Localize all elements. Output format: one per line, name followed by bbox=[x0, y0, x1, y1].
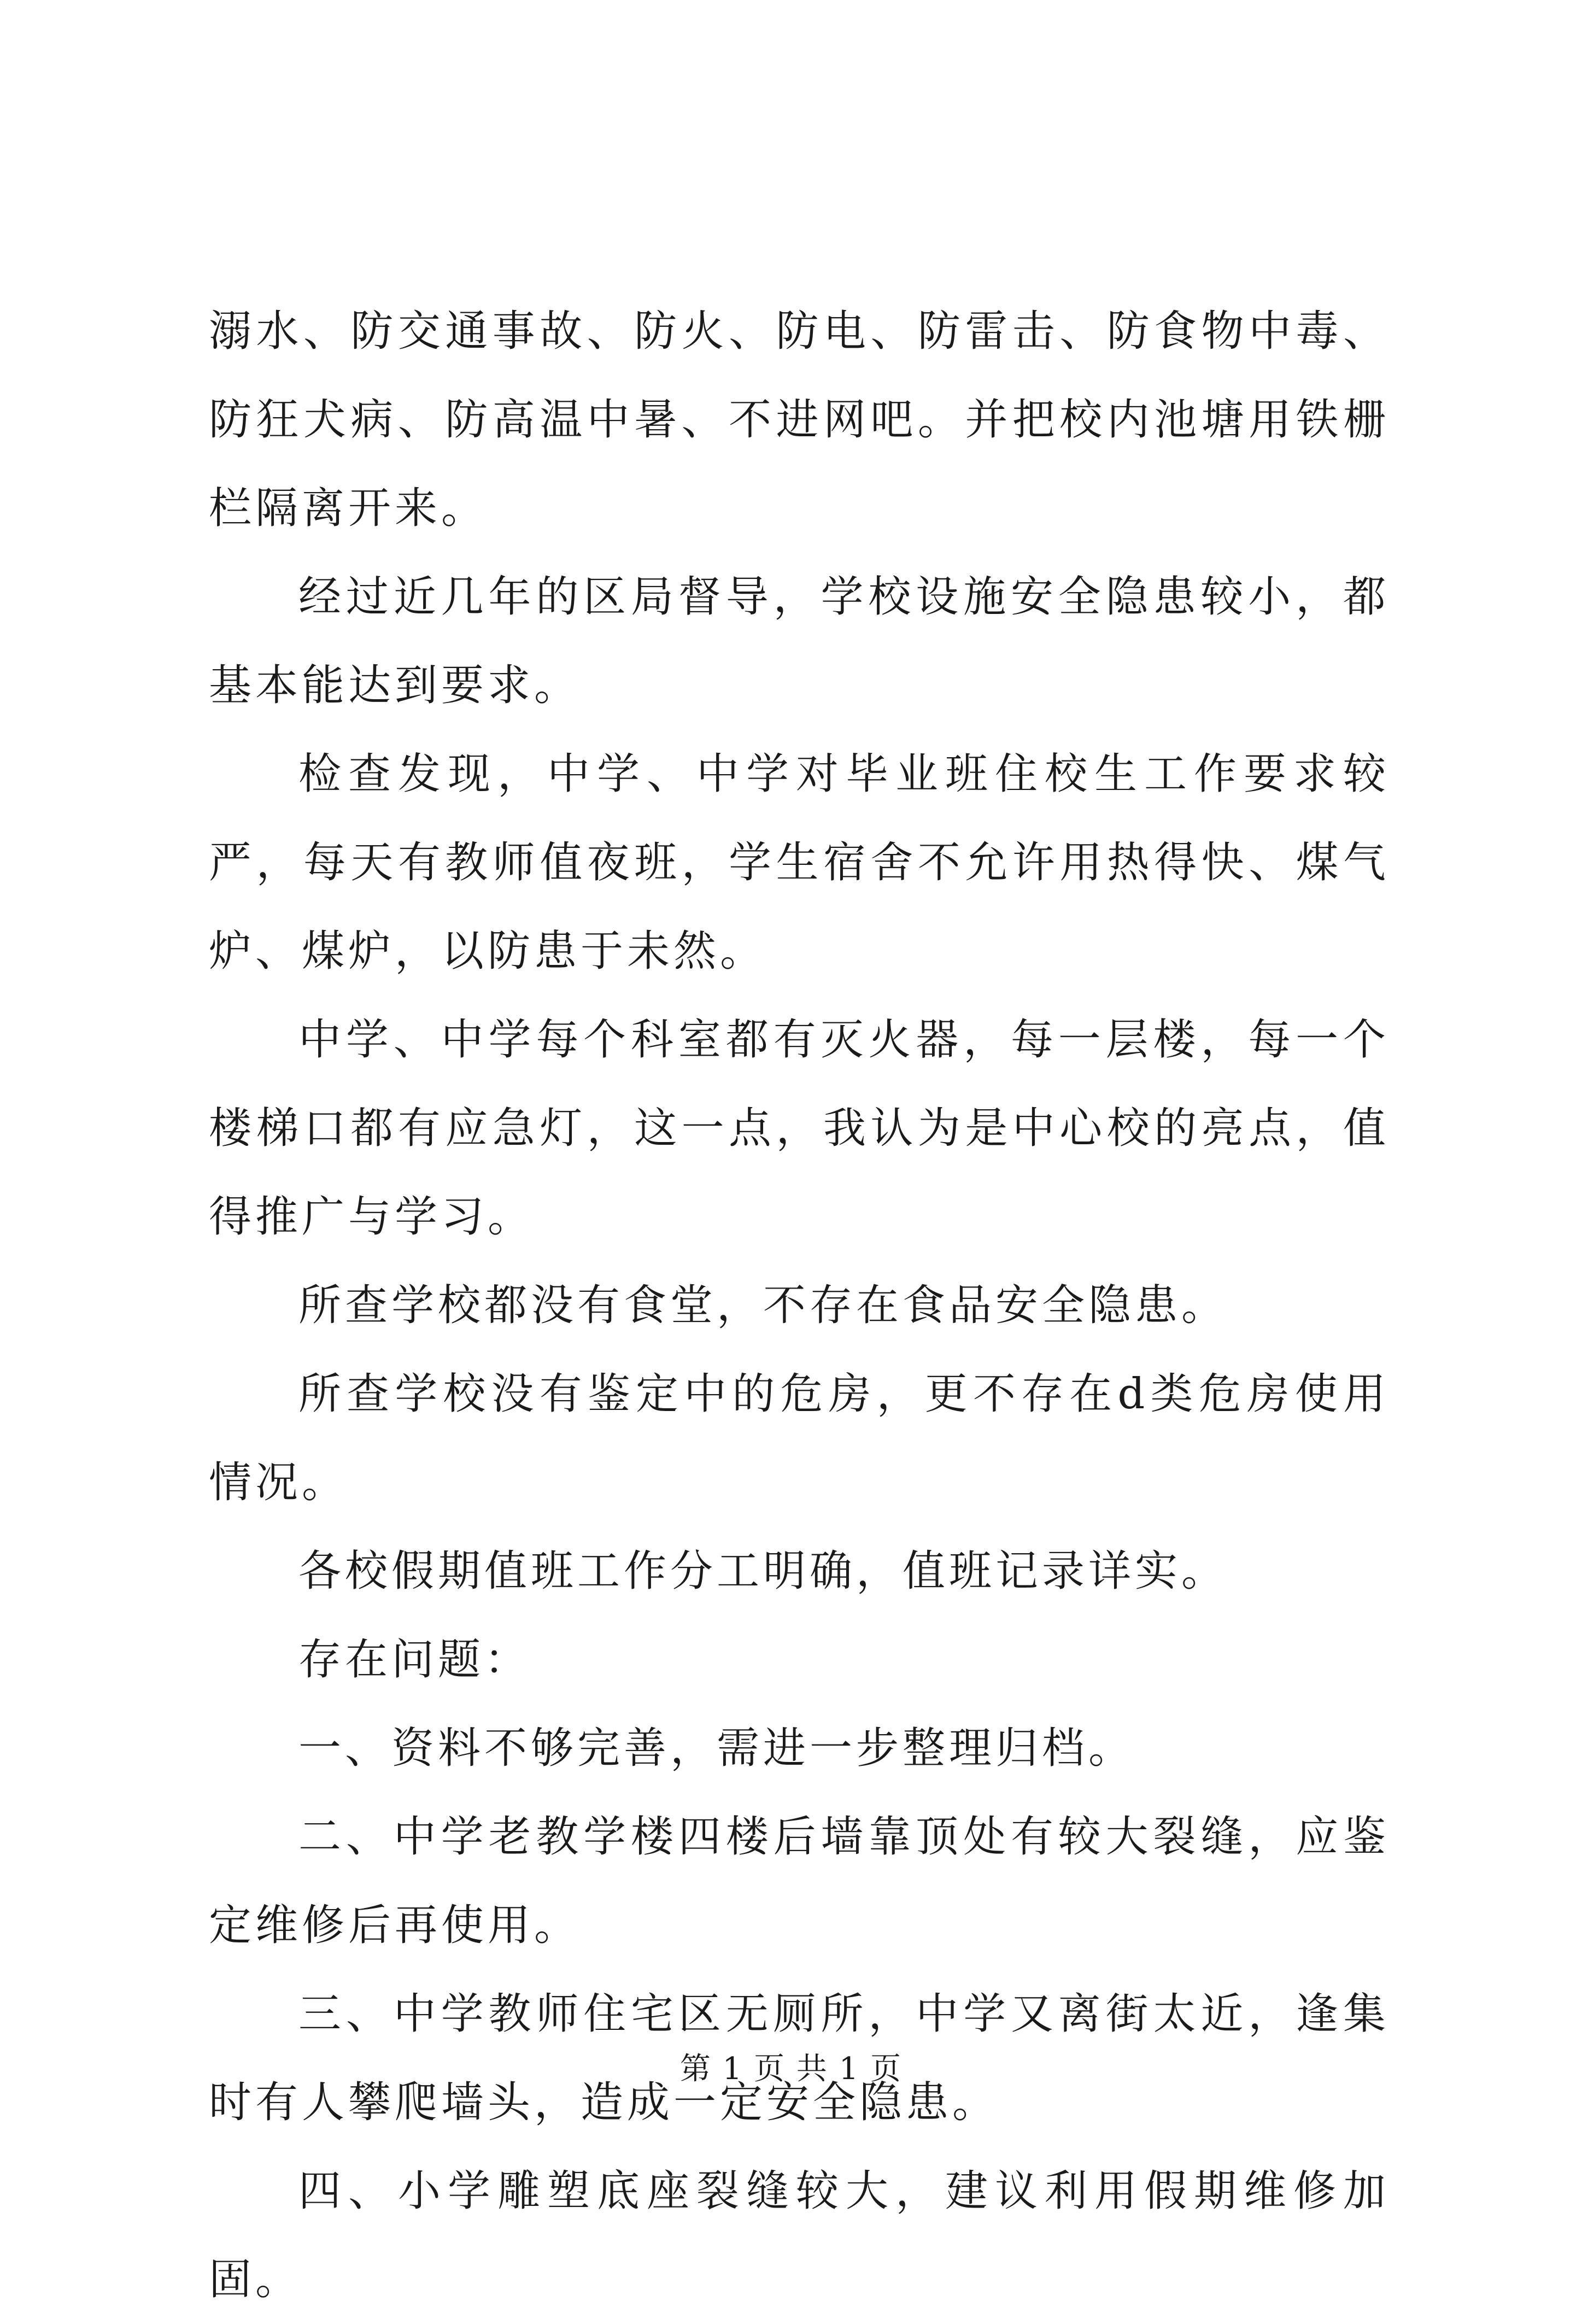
document-body bbox=[209, 287, 1390, 2324]
issue-item-2: 二、中学老教学楼四楼后墙靠顶处有较大裂缝，应鉴定维修后再使用。 bbox=[209, 1812, 1390, 1950]
issue-item-1: 一、资料不够完善，需进一步整理归档。 bbox=[298, 1724, 1135, 1773]
issue-item-4: 四、小学雕塑底座裂缝较大，建议利用假期维修加固。 bbox=[209, 2167, 1390, 2304]
paragraph: 各校假期值班工作分工明确，值班记录详实。 bbox=[298, 1547, 1228, 1596]
paragraph-continuation: 溺水、防交通事故、防火、防电、防雷击、防食物中毒、防狂犬病、防高温中暑、不进网吧。并把校内池塘用铁栅栏隔离开来。 bbox=[209, 307, 1390, 533]
paragraph: 中学、中学每个科室都有灭火器，每一层楼，每一个楼梯口都有应急灯，这一点，我认为是中心校的亮点，值得推广与学习。 bbox=[209, 1015, 1390, 1242]
paragraph: 所查学校都没有食堂，不存在食品安全隐患。 bbox=[298, 1281, 1228, 1330]
section-heading-issues: 存在问题： bbox=[298, 1635, 531, 1684]
paragraph: 检查发现，中学、中学对毕业班住校生工作要求较严，每天有教师值夜班，学生宿舍不允许用热得快、煤气炉、煤炉，以防患于未然。 bbox=[209, 750, 1390, 976]
page-number-footer: 第 1 页 共 1 页 bbox=[679, 2051, 903, 2087]
paragraph: 经过近几年的区局督导，学校设施安全隐患较小，都基本能达到要求。 bbox=[209, 572, 1390, 710]
paragraph: 所查学校没有鉴定中的危房，更不存在d类危房使用情况。 bbox=[209, 1369, 1390, 1507]
issue-item-3: 三、中学教师住宅区无厕所，中学又离街太近，逢集时有人攀爬墙头，造成一定安全隐患。 bbox=[209, 1989, 1390, 2127]
